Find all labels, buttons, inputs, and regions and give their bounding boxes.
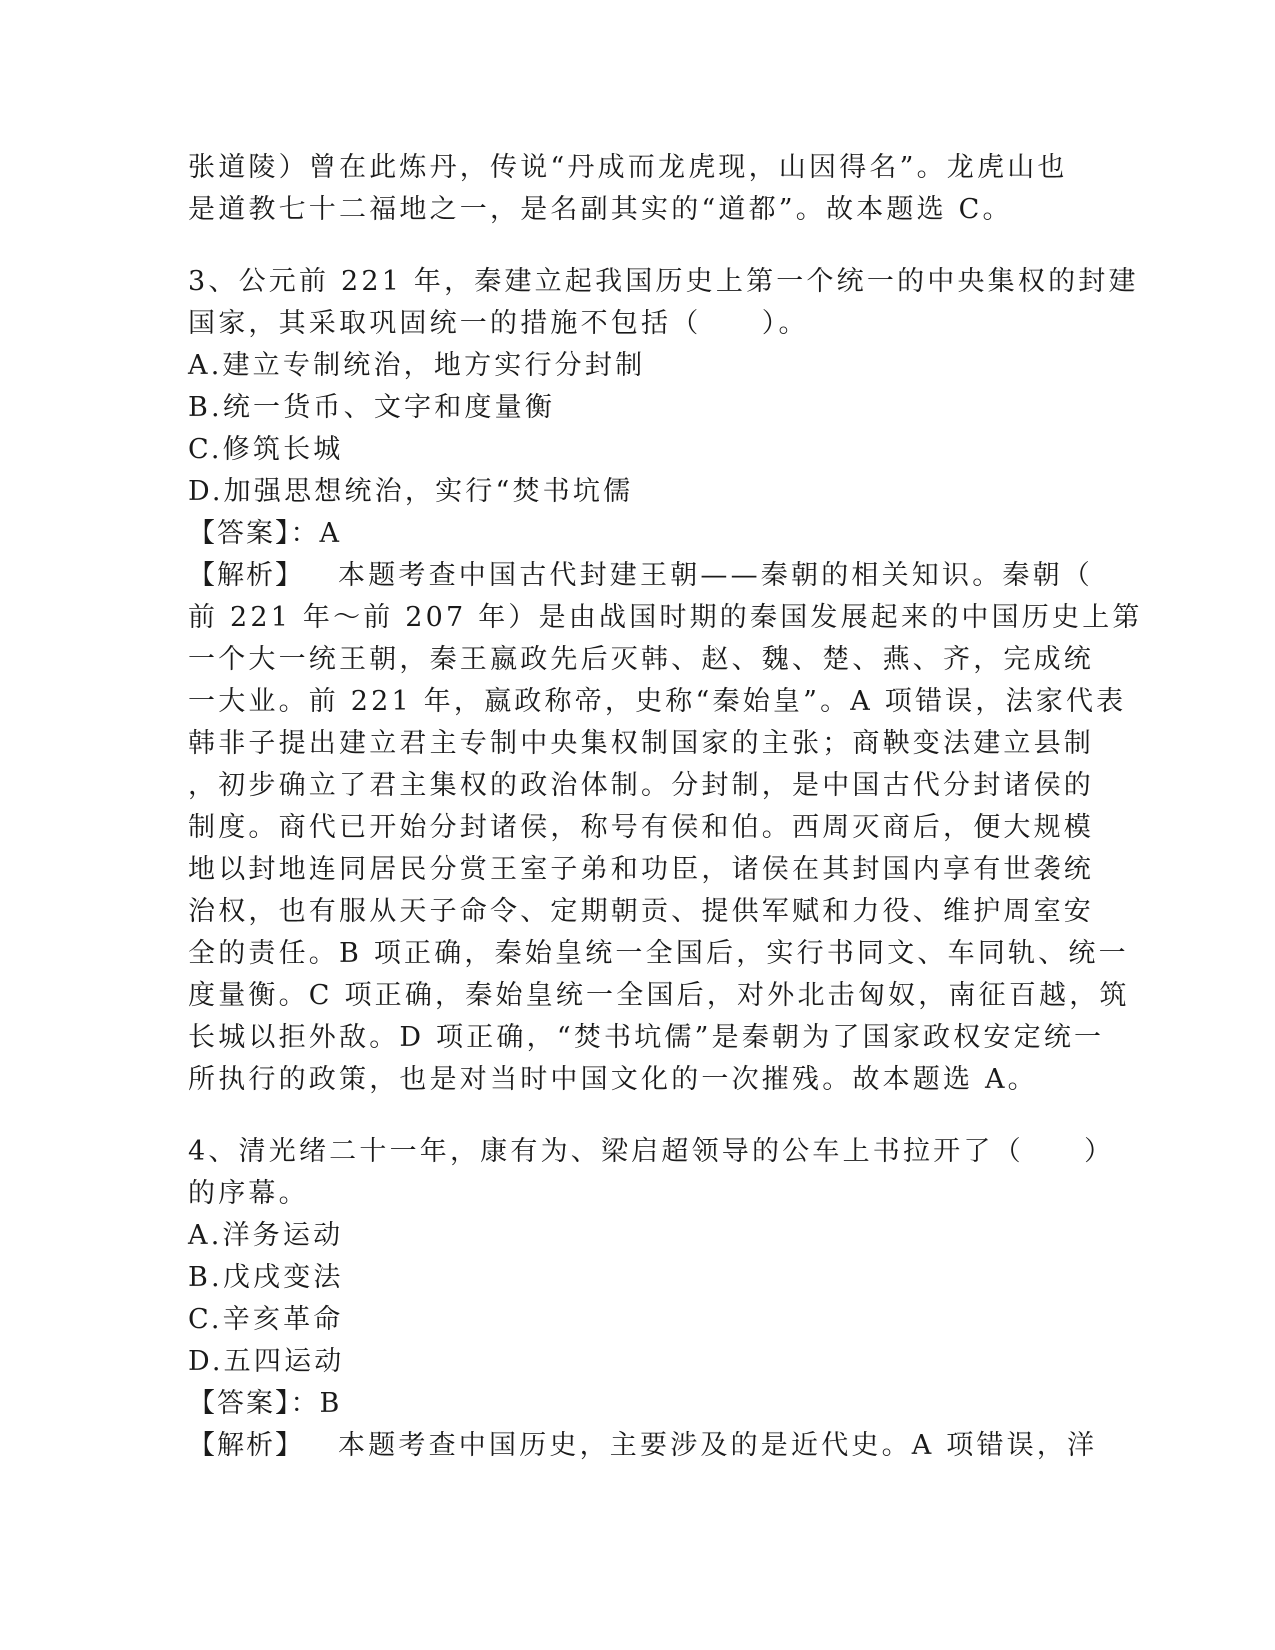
analysis-line: 韩非子提出建立君主专制中央集权制国家的主张；商鞅变法建立县制 (188, 728, 1094, 759)
question-stem-line: 3、公元前 221 年，秦建立起我国历史上第一个统一的中央集权的封建 (188, 266, 1139, 297)
analysis-line: 地以封地连同居民分赏王室子弟和功臣，诸侯在其封国内享有世袭统 (188, 854, 1094, 885)
option-b: B.戊戌变法 (188, 1262, 344, 1293)
analysis-line: 制度。商代已开始分封诸侯，称号有侯和伯。西周灭商后，便大规模 (188, 812, 1094, 843)
answer-line (188, 1383, 1088, 1425)
answer-value: B (319, 1388, 343, 1419)
option-d: D.加强思想统治，实行“焚书坑儒 (188, 476, 634, 507)
question-3 (188, 261, 1143, 1101)
option-c: C.辛亥革命 (188, 1304, 344, 1335)
answer-label: 【答案】： (188, 1388, 320, 1419)
question-stem-line: 国家，其采取巩固统一的措施不包括（ ）。 (188, 308, 809, 339)
answer-line (188, 513, 1088, 555)
option-a: A.建立专制统治，地方实行分封制 (188, 350, 646, 381)
analysis-line: 度量衡。C 项正确，秦始皇统一全国后，对外北击匈奴，南征百越，筑 (188, 980, 1130, 1011)
answer-label: 【答案】： (188, 518, 320, 549)
analysis-line: ，初步确立了君主集权的政治体制。分封制，是中国古代分封诸侯的 (188, 770, 1094, 801)
question-4 (188, 1131, 1115, 1467)
analysis-line: 一个大一统王朝，秦王嬴政先后灭韩、赵、魏、楚、燕、齐，完成统 (188, 644, 1094, 675)
analysis-line: 所执行的政策，也是对当时中国文化的一次摧残。故本题选 A。 (188, 1064, 1038, 1095)
analysis-line (188, 555, 1093, 597)
analysis-line: 治权，也有服从天子命令、定期朝贡、提供军赋和力役、维护周室安 (188, 896, 1094, 927)
analysis-line: 前 221 年～前 207 年）是由战国时期的秦国发展起来的中国历史上第 (188, 602, 1143, 633)
answer-value: A (319, 518, 343, 549)
analysis-label: 【解析】 (188, 1430, 304, 1461)
prev-analysis-line: 是道教七十二福地之一，是名副其实的“道都”。故本题选 C。 (188, 194, 1013, 225)
analysis-line (188, 1425, 1098, 1467)
option-a: A.洋务运动 (188, 1220, 344, 1251)
analysis-line: 一大业。前 221 年，嬴政称帝，史称“秦始皇”。A 项错误，法家代表 (188, 686, 1127, 717)
analysis-line: 长城以拒外敌。D 项正确，“焚书坑儒”是秦朝为了国家政权安定统一 (188, 1022, 1105, 1053)
question-stem-line: 的序幕。 (188, 1178, 309, 1209)
analysis-text: 本题考查中国古代封建王朝——秦朝的相关知识。秦朝（ (338, 560, 1093, 591)
analysis-text: 本题考查中国历史，主要涉及的是近代史。A 项错误，洋 (338, 1430, 1098, 1461)
analysis-line: 全的责任。B 项正确，秦始皇统一全国后，实行书同文、车同轨、统一 (188, 938, 1129, 969)
prev-analysis-line: 张道陵）曾在此炼丹，传说“丹成而龙虎现，山因得名”。龙虎山也 (188, 152, 1068, 183)
option-b: B.统一货币、文字和度量衡 (188, 392, 556, 423)
option-d: D.五四运动 (188, 1346, 345, 1377)
question-stem-line: 4、清光绪二十一年，康有为、梁启超领导的公车上书拉开了（ ） (188, 1136, 1115, 1167)
page-content (188, 147, 1143, 1467)
option-c: C.修筑长城 (188, 434, 344, 465)
analysis-label: 【解析】 (188, 560, 304, 591)
